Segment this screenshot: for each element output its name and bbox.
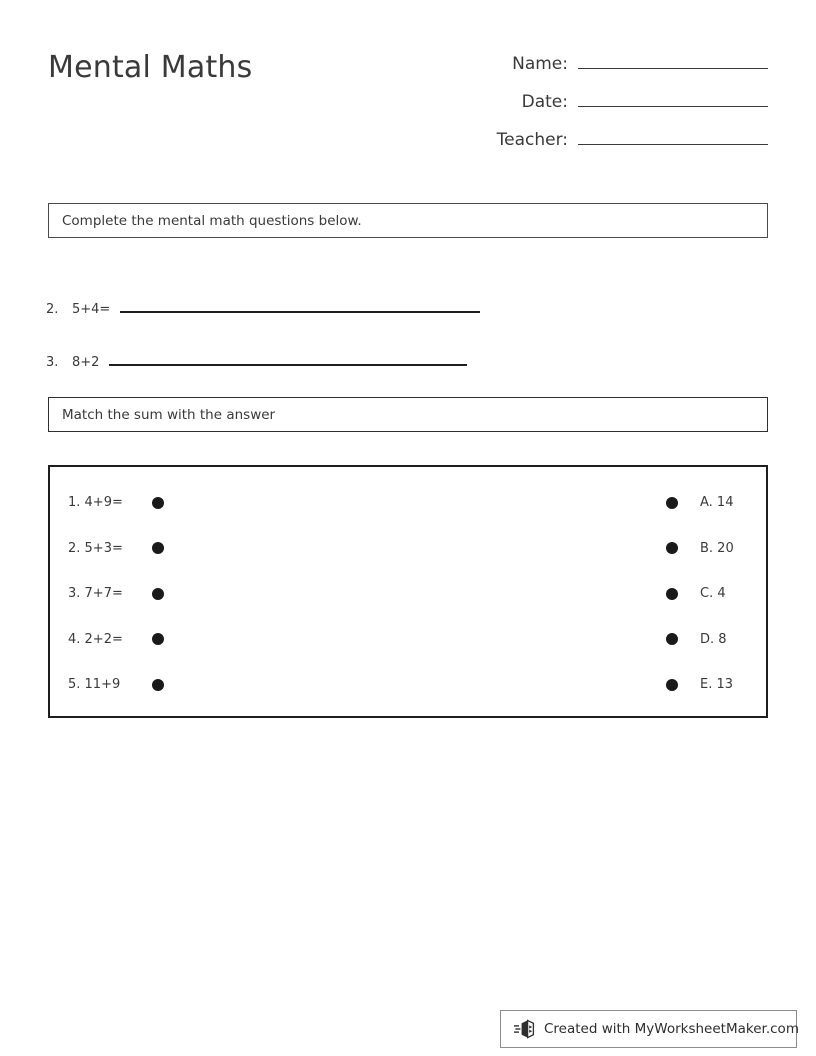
matching-grid [50,467,766,718]
question-number: 3. [46,355,59,370]
matching-right-item [410,677,766,692]
matching-prompt-label: 5. 11+9 [68,677,121,692]
matching-answer-label: B. 20 [700,540,734,556]
question-row [46,352,467,370]
matching-row [50,525,766,571]
matching-left-dot[interactable] [152,497,164,509]
matching-prompt-label: 3. 7+7= [68,586,123,601]
matching-left-item [50,586,410,601]
question-text: 8+2 [72,355,100,370]
instruction-box-match-sum [48,397,768,432]
matching-right-dot[interactable] [666,679,678,691]
matching-right-item [410,541,766,556]
date-field-input[interactable] [578,88,768,107]
date-field-label: Date: [521,92,568,112]
instruction-text-1: Complete the mental math questions below. [62,212,362,229]
matching-right-dot[interactable] [666,633,678,645]
date-field-row [400,88,768,126]
teacher-field-input[interactable] [578,126,768,145]
teacher-field-label: Teacher: [496,130,568,150]
question-number: 2. [46,302,59,317]
matching-right-item [410,632,766,647]
matching-row [50,616,766,662]
matching-left-dot[interactable] [152,588,164,600]
worksheet-maker-logo-icon [514,1018,536,1040]
matching-left-item [50,632,410,647]
matching-right-dot[interactable] [666,588,678,600]
matching-exercise-box [48,465,768,718]
matching-right-dot[interactable] [666,542,678,554]
name-field-input[interactable] [578,50,768,69]
question-answer-blank[interactable] [109,352,467,366]
matching-left-dot[interactable] [152,679,164,691]
instruction-box-complete-questions [48,203,768,238]
matching-left-item [50,495,410,510]
matching-answer-label: A. 14 [700,495,734,510]
matching-row [50,480,766,526]
question-row [46,299,480,317]
footer-attribution-text: Created with MyWorksheetMaker.com [544,1021,799,1037]
matching-right-item [410,495,766,510]
matching-answer-label: D. 8 [700,631,727,647]
matching-right-item [410,586,766,601]
matching-row [50,662,766,708]
question-text: 5+4= [72,302,111,317]
question-answer-blank[interactable] [120,299,480,313]
teacher-field-row [400,126,768,164]
matching-prompt-label: 4. 2+2= [68,631,123,647]
matching-prompt-label: 2. 5+3= [68,540,123,556]
matching-answer-label: E. 13 [700,677,734,692]
student-info-block [400,50,768,164]
instruction-text-2: Match the sum with the answer [62,406,276,423]
matching-left-item [50,677,410,692]
matching-left-dot[interactable] [152,542,164,554]
matching-left-item [50,541,410,556]
matching-right-dot[interactable] [666,497,678,509]
name-field-row [400,50,768,88]
page-title: Mental Maths [48,50,253,85]
matching-row [50,571,766,617]
matching-answer-label: C. 4 [700,586,726,601]
footer-attribution-badge[interactable] [500,1010,797,1048]
matching-prompt-label: 1. 4+9= [68,495,123,510]
matching-left-dot[interactable] [152,633,164,645]
name-field-label: Name: [512,54,568,74]
